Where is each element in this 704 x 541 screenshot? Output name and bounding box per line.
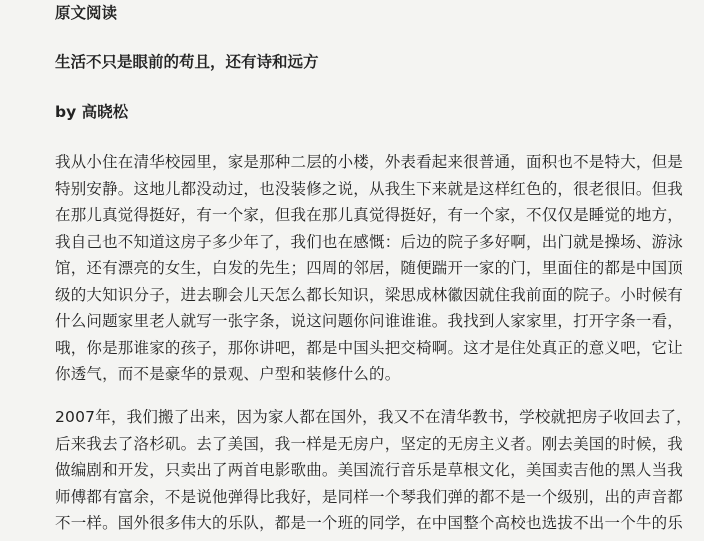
text-line: 你透气，而不是豪华的景观、户型和装修什么的。 (55, 365, 401, 383)
article-title: 生活不只是眼前的苟且，还有诗和远方 (55, 53, 319, 71)
section-label: 原文阅读 (55, 4, 118, 22)
text-line: 师傅都有富余，不是说他弹得比我好，是同样一个琴我们弹的都不是一个级别，出的声音都 (55, 487, 684, 506)
text-line: 在那儿真觉得挺好，有一个家，但我在那儿真觉得挺好，有一个家，不仅仅是睡觉的地方， (55, 206, 684, 224)
text-line: 我自己也不知道这房子多少年了，我们也在感慨：后边的院子多好啊，出门就是操场、游泳 (55, 232, 684, 251)
article-paragraph-1 (55, 149, 701, 388)
article-paragraph-2 (55, 404, 701, 537)
article-byline: by 高晓松 (55, 103, 129, 121)
text-line: 级的大知识分子，进去聊会儿天怎么都长知识，梁思成林徽因就住我前面的院子。小时候有 (55, 285, 684, 304)
text-line: 哦，你是那谁家的孩子，那你讲吧，都是中国头把交椅啊。这才是住处真正的意义吧，它让 (55, 338, 684, 357)
text-line: 什么问题家里老人就写一张字条，说这问题你问谁谁谁。我找到人家家里，打开字条一看， (55, 312, 684, 330)
text-line: 不一样。国外很多伟大的乐队，都是一个班的同学，在中国整个高校也选拔不出一个牛的乐 (55, 514, 684, 532)
text-line: 后来我去了洛杉矶。去了美国，我一样是无房户，坚定的无房主义者。刚去美国的时候，我 (55, 434, 684, 453)
text-line: 特别安静。这地儿都没动过，也没装修之说，从我生下来就是这样红色的，很老很旧。但我 (55, 179, 684, 198)
text-line: 我从小住在清华校园里，家是那种二层的小楼，外表看起来很普通，面积也不是特大，但是 (55, 153, 684, 171)
text-line: 馆，还有漂亮的女生，白发的先生；四周的邻居，随便踹开一家的门，里面住的都是中国顶 (55, 259, 684, 277)
text-line: 做编剧和开发，只卖出了两首电影歌曲。美国流行音乐是草根文化，美国卖吉他的黑人当我 (55, 461, 684, 479)
text-line: 2007年，我们搬了出来，因为家人都在国外，我又不在清华教书，学校就把房子收回去了， (55, 408, 692, 426)
